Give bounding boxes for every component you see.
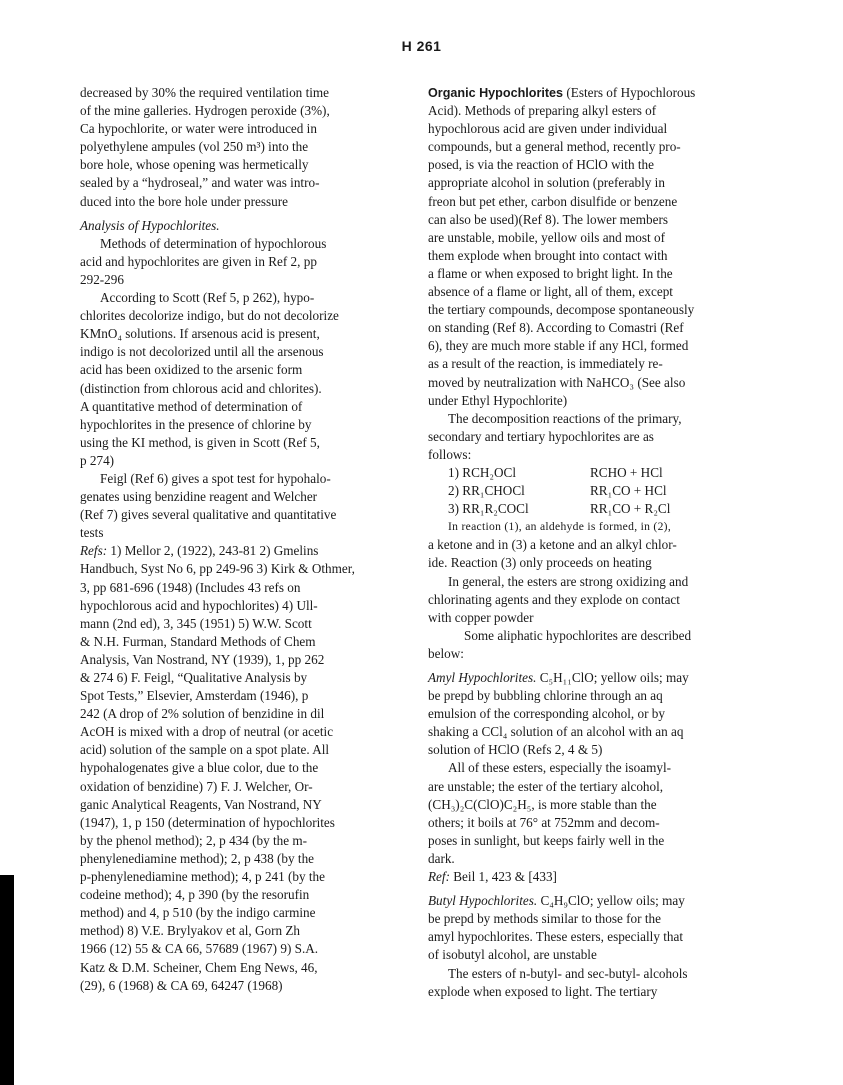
text-line: mann (2nd ed), 3, 345 (1951) 5) W.W. Scott bbox=[80, 615, 312, 631]
text-line: acid has been oxidized to the arsenic form bbox=[80, 362, 303, 378]
text-line: are unstable; the ester of the tertiary alcohol, bbox=[428, 778, 664, 794]
text-line: 292-296 bbox=[80, 271, 124, 287]
entry-butyl bbox=[428, 892, 740, 1001]
text-line: (29), 6 (1968) & CA 69, 64247 (1968) bbox=[80, 977, 283, 993]
text-line: absence of a flame or light, all of them, except bbox=[428, 284, 673, 300]
text-line: sealed by a “hydroseal,” and water was intro- bbox=[80, 175, 320, 191]
reaction-row bbox=[428, 464, 740, 482]
text-line: freon but pet ether, carbon disulfide or benzene bbox=[428, 193, 678, 209]
text-line: the tertiary compounds, decompose spontaneously bbox=[428, 302, 695, 318]
text-line: a ketone and in (3) a ketone and an alkyl chlor- bbox=[428, 537, 677, 553]
text-line: follows: bbox=[428, 446, 472, 462]
scan-edge-bar bbox=[0, 875, 14, 1085]
text-line: amyl hypochlorites. These esters, especially that bbox=[428, 929, 684, 945]
reactant: 1) RCH₂OCl bbox=[448, 464, 516, 480]
text-line: In reaction (1), an aldehyde is formed, in (2), bbox=[448, 520, 672, 534]
text-line: poses in sunlight, but keeps fairly well in the bbox=[428, 832, 665, 848]
reaction-list bbox=[428, 464, 740, 518]
text-line: dark. bbox=[428, 850, 455, 866]
text-line: Handbuch, Syst No 6, pp 249-96 3) Kirk & Othmer, bbox=[80, 561, 355, 577]
text-line: are unstable, mobile, yellow oils and most of bbox=[428, 229, 665, 245]
text-line: In general, the esters are strong oxidizing and bbox=[448, 573, 689, 589]
text-line: AcOH is mixed with a drop of neutral (or acetic bbox=[80, 724, 334, 740]
text-line: oxidation of benzidine) 7) F. J. Welcher, Or- bbox=[80, 778, 313, 794]
paragraph-feigl bbox=[80, 470, 392, 542]
text-line: shaking a CCl₄ solution of an alcohol with an aq bbox=[428, 724, 684, 740]
reactant: 2) RR₁CHOCl bbox=[448, 483, 525, 499]
text-line: 242 (A drop of 2% solution of benzidine in dil bbox=[80, 706, 325, 722]
text-line: them explode when brought into contact with bbox=[428, 247, 668, 263]
reaction-row bbox=[428, 500, 740, 518]
text-line: A quantitative method of determination of bbox=[80, 398, 303, 414]
product: RR₁CO + R₂Cl bbox=[590, 501, 671, 517]
text-line: method) 8) V.E. Brylyakov et al, Gorn Zh bbox=[80, 923, 301, 939]
entry-heading-butyl: Butyl Hypochlorites. bbox=[428, 893, 538, 909]
text-line: be prepd by methods similar to those for the bbox=[428, 911, 661, 927]
section-heading-organic: Organic Hypochlorites bbox=[428, 86, 564, 100]
text-line: polyethylene ampules (vol 250 m³) into the bbox=[80, 139, 309, 155]
paragraph-decomposition bbox=[428, 410, 740, 464]
paragraph-methods bbox=[80, 235, 392, 289]
paragraph-ventilation bbox=[80, 84, 392, 211]
text-line: (distinction from chlorous acid and chlorites). bbox=[80, 380, 322, 396]
text-line: 1966 (12) 55 & CA 66, 57689 (1967) 9) S.A. bbox=[80, 941, 319, 957]
text-line: explode when exposed to light. The tertiary bbox=[428, 983, 658, 999]
text-line: hypochlorous acid are given under individual bbox=[428, 121, 668, 137]
text-line: as a result of the reaction, is immediately re- bbox=[428, 356, 663, 372]
text-line: others; it boils at 76° at 752mm and decom- bbox=[428, 814, 660, 830]
paragraph-oxidizing bbox=[428, 573, 740, 627]
entry-heading-amyl: Amyl Hypochlorites. bbox=[428, 670, 537, 685]
text-line: The decomposition reactions of the primary, bbox=[448, 410, 682, 426]
text-line: acid and hypochlorites are given in Ref 2, pp bbox=[80, 253, 317, 269]
text-line: Ca hypochlorite, or water were introduced in bbox=[80, 121, 317, 137]
section-heading-analysis: Analysis of Hypochlorites. bbox=[80, 217, 220, 233]
text-line: Katz & D.M. Scheiner, Chem Eng News, 46, bbox=[80, 959, 318, 975]
text-line: solution of HClO (Refs 2, 4 & 5) bbox=[428, 742, 603, 758]
text-line: decreased by 30% the required ventilation time bbox=[80, 85, 330, 100]
text-line: 3, pp 681-696 (1948) (Includes 43 refs on bbox=[80, 579, 301, 595]
text-line: & N.H. Furman, Standard Methods of Chem bbox=[80, 633, 316, 649]
paragraph-organic bbox=[428, 84, 740, 410]
text-line: All of these esters, especially the isoamyl- bbox=[448, 760, 672, 776]
text-line: a flame or when exposed to bright light. In the bbox=[428, 265, 673, 281]
text-line: of isobutyl alcohol, are unstable bbox=[428, 947, 597, 963]
text-line: compounds, but a general method, recently pro- bbox=[428, 139, 681, 155]
text-line: codeine method); 4, p 390 (by the resorufin bbox=[80, 887, 310, 903]
text-line: acid) solution of the sample on a spot plate. All bbox=[80, 742, 330, 758]
refs-label: Refs: bbox=[80, 543, 108, 559]
text-line: KMnO₄ solutions. If arsenous acid is present, bbox=[80, 326, 320, 342]
text-line: can also be used)(Ref 8). The lower members bbox=[428, 211, 668, 227]
text-line: of the mine galleries. Hydrogen peroxide (3%), bbox=[80, 103, 330, 119]
text-line: (CH₃)₂C(ClO)C₂H₅, is more stable than the bbox=[428, 796, 657, 812]
text-line: 1) Mellor 2, (1922), 243-81 2) Gmelins bbox=[107, 543, 319, 559]
text-line: According to Scott (Ref 5, p 262), hypo- bbox=[100, 290, 315, 306]
text-line: Analysis, Van Nostrand, NY (1939), 1, pp 262 bbox=[80, 651, 325, 667]
text-line: p-phenylenediamine method); 4, p 241 (by the bbox=[80, 869, 326, 885]
text-line: appropriate alcohol in solution (preferably in bbox=[428, 175, 665, 191]
entry-amyl bbox=[428, 669, 740, 886]
text-line: posed, is via the reaction of HClO with the bbox=[428, 157, 654, 173]
text-line: (1947), 1, p 150 (determination of hypochlorites bbox=[80, 814, 335, 830]
text-line: below: bbox=[428, 645, 464, 661]
text-line: with copper powder bbox=[428, 609, 534, 625]
text-line: Spot Tests,” Elsevier, Amsterdam (1946), p bbox=[80, 688, 309, 704]
text-line: hypohalogenates give a blue color, due to the bbox=[80, 760, 319, 776]
text-line: emulsion of the corresponding alcohol, or by bbox=[428, 706, 665, 722]
text-line: Some aliphatic hypochlorites are described bbox=[464, 627, 692, 643]
text-line: ganic Analytical Reagents, Van Nostrand, NY bbox=[80, 796, 322, 812]
text-line: (Ref 7) gives several qualitative and quantitative bbox=[80, 507, 337, 523]
reactant: 3) RR₁R₂COCl bbox=[448, 501, 529, 517]
text-line: be prepd by bubbling chlorine through an aq bbox=[428, 688, 663, 704]
text-line: genates using benzidine reagent and Welcher bbox=[80, 489, 318, 505]
product: RCHO + HCl bbox=[590, 464, 663, 480]
text-line: Beil 1, 423 & [433] bbox=[449, 869, 557, 885]
text-line: Acid). Methods of preparing alkyl esters of bbox=[428, 103, 657, 119]
text-line: by the phenol method); 2, p 434 (by the m- bbox=[80, 832, 308, 848]
text-line: moved by neutralization with NaHCO₃ (See also bbox=[428, 374, 686, 390]
paragraph-reaction-notes bbox=[428, 518, 740, 572]
text-line: secondary and tertiary hypochlorites are as bbox=[428, 428, 654, 444]
text-line: (Esters of Hypochlorous bbox=[563, 85, 696, 100]
page-number: H 261 bbox=[401, 38, 442, 54]
text-line: chlorinating agents and they explode on contact bbox=[428, 591, 680, 607]
text-line: Feigl (Ref 6) gives a spot test for hypohalo- bbox=[100, 470, 331, 486]
text-line: duced into the bore hole under pressure bbox=[80, 193, 288, 209]
text-line: chlorites decolorize indigo, but do not decolorize bbox=[80, 308, 339, 324]
text-line: C₅H₁₁ClO; yellow oils; may bbox=[536, 670, 689, 685]
ref-label: Ref: bbox=[428, 869, 450, 885]
text-line: tests bbox=[80, 525, 104, 541]
text-line: p 274) bbox=[80, 452, 115, 468]
left-column bbox=[80, 84, 392, 995]
text-line: bore hole, whose opening was hermetically bbox=[80, 157, 309, 173]
text-line: using the KI method, is given in Scott (Ref 5, bbox=[80, 434, 320, 450]
paragraph-scott bbox=[80, 289, 392, 470]
text-line: 6), they are much more stable if any HCl, formed bbox=[428, 338, 689, 354]
text-line: C₄H₉ClO; yellow oils; may bbox=[537, 893, 685, 909]
text-line: & 274 6) F. Feigl, “Qualitative Analysis by bbox=[80, 670, 308, 685]
text-line: phenylenediamine method); 2, p 438 (by the bbox=[80, 850, 315, 866]
text-line: The esters of n-butyl- and sec-butyl- alcohols bbox=[448, 965, 688, 981]
references-block bbox=[80, 542, 392, 994]
text-line: on standing (Ref 8). According to Comastri (Ref bbox=[428, 320, 684, 336]
right-column bbox=[428, 84, 740, 1001]
text-line: indigo is not decolorized until all the arsenous bbox=[80, 344, 324, 360]
text-line: hypochlorous acid and hypochlorites) 4) Ull- bbox=[80, 597, 318, 613]
text-line: under Ethyl Hypochlorite) bbox=[428, 392, 568, 408]
text-line: Methods of determination of hypochlorous bbox=[100, 235, 327, 251]
text-line: hypochlorites in the presence of chlorine by bbox=[80, 416, 312, 432]
text-line: method) and 4, p 510 (by the indigo carmine bbox=[80, 905, 316, 921]
text-line: ide. Reaction (3) only proceeds on heating bbox=[428, 555, 652, 571]
product: RR₁CO + HCl bbox=[590, 483, 667, 499]
reaction-row bbox=[428, 482, 740, 500]
paragraph-aliphatic bbox=[428, 627, 740, 663]
